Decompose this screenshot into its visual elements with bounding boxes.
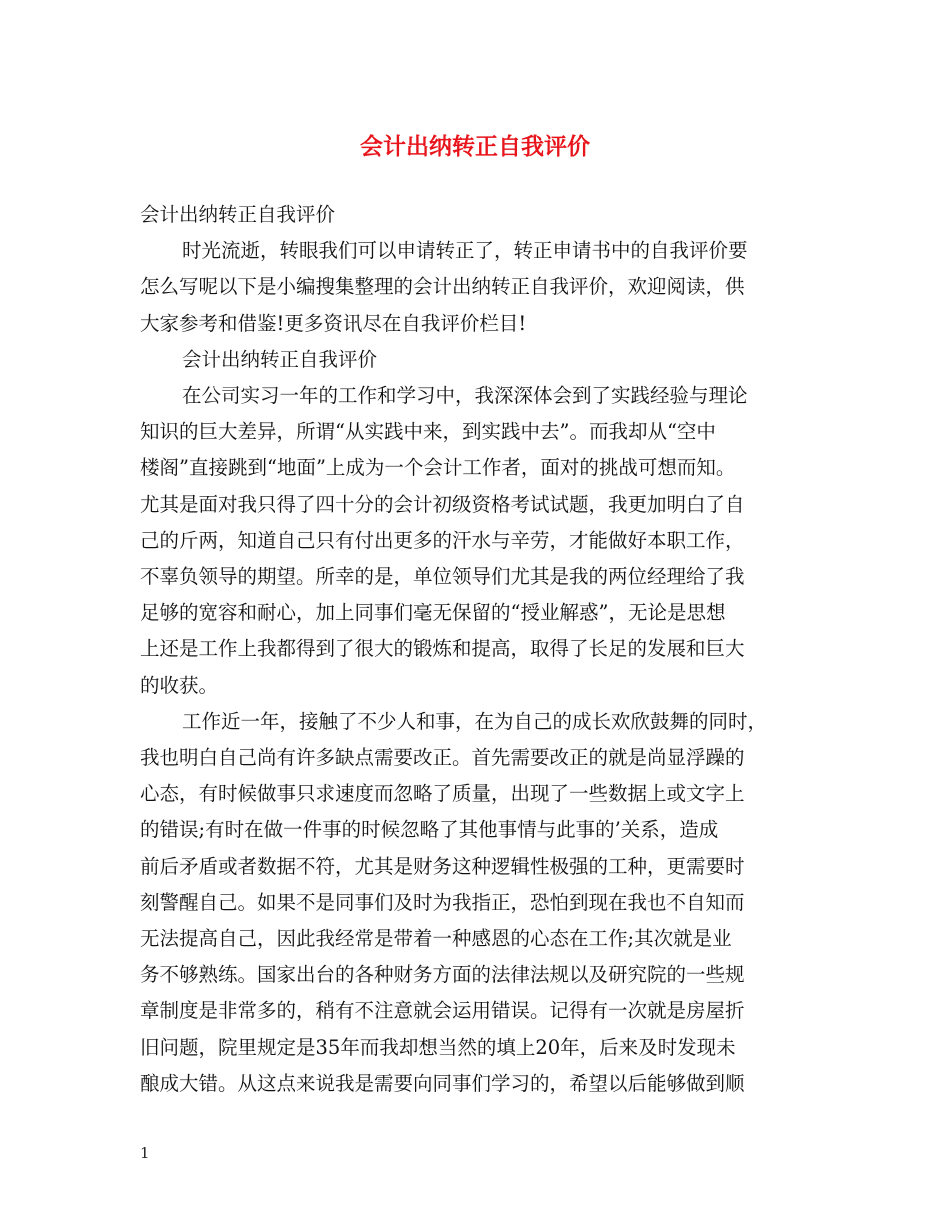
body-line: 己的斤两，知道自己只有付出更多的汗水与辛劳，才能做好本职工作， — [140, 528, 745, 552]
body-line: 刻警醒自己。如果不是同事们及时为我指正，恐怕到现在我也不自知而 — [140, 890, 745, 914]
body-line: 足够的宽容和耐心，加上同事们毫无保留的“授业解惑”，无论是思想 — [140, 601, 726, 625]
body-line: 章制度是非常多的，稍有不注意就会运用错误。记得有一次就是房屋折 — [140, 999, 745, 1023]
body-line: 会计出纳转正自我评价 — [182, 347, 378, 371]
body-line: 会计出纳转正自我评价 — [140, 203, 336, 226]
body-line: 楼阁”直接跳到“地面”上成为一个会计工作者，面对的挑战可想而知。 — [140, 456, 736, 480]
body-line: 不辜负领导的期望。所幸的是，单位领导们尤其是我的两位经理给了我 — [140, 565, 745, 589]
body-line: 的收获。 — [140, 673, 219, 697]
document-body — [140, 197, 812, 1102]
body-line: 酿成大错。从这点来说我是需要向同事们学习的，希望以后能够做到顺 — [140, 1071, 745, 1095]
body-line: 知识的巨大差异，所谓“从实践中来，到实践中去”。而我却从“空中 — [140, 420, 716, 444]
body-line: 时光流逝，转眼我们可以申请转正了，转正申请书中的自我评价要 — [182, 239, 748, 263]
page-number: 1 — [140, 1144, 150, 1162]
body-line: 尤其是面对我只得了四十分的会计初级资格考试试题，我更加明白了自 — [140, 492, 745, 516]
body-line: 大家参考和借鉴!更多资讯尽在自我评价栏目! — [140, 311, 527, 335]
body-line: 工作近一年，接触了不少人和事，在为自己的成长欢欣鼓舞的同时， — [182, 709, 768, 733]
body-line: 在公司实习一年的工作和学习中，我深深体会到了实践经验与理论 — [182, 384, 748, 408]
body-line: 心态，有时候做事只求速度而忽略了质量，出现了一些数据上或文字上 — [140, 782, 745, 806]
body-line: 前后矛盾或者数据不符，尤其是财务这种逻辑性极强的工种，更需要时 — [140, 854, 745, 878]
body-line: 怎么写呢以下是小编搜集整理的会计出纳转正自我评价，欢迎阅读，供 — [140, 275, 745, 299]
body-line: 旧问题，院里规定是35年而我却想当然的填上20年，后来及时发现未 — [140, 1035, 736, 1059]
body-line: 务不够熟练。国家出台的各种财务方面的法律法规以及研究院的一些规 — [140, 963, 745, 987]
body-line: 上还是工作上我都得到了很大的锻炼和提高，取得了长足的发展和巨大 — [140, 637, 745, 661]
body-line: 我也明白自己尚有许多缺点需要改正。首先需要改正的就是尚显浮躁的 — [140, 746, 745, 770]
body-line: 的错误;有时在做一件事的时候忽略了其他事情与此事的’关系，造成 — [140, 818, 719, 842]
document-title: 会计出纳转正自我评价 — [360, 133, 590, 160]
body-line: 无法提高自己，因此我经常是带着一种感恩的心态在工作;其次就是业 — [140, 927, 732, 951]
